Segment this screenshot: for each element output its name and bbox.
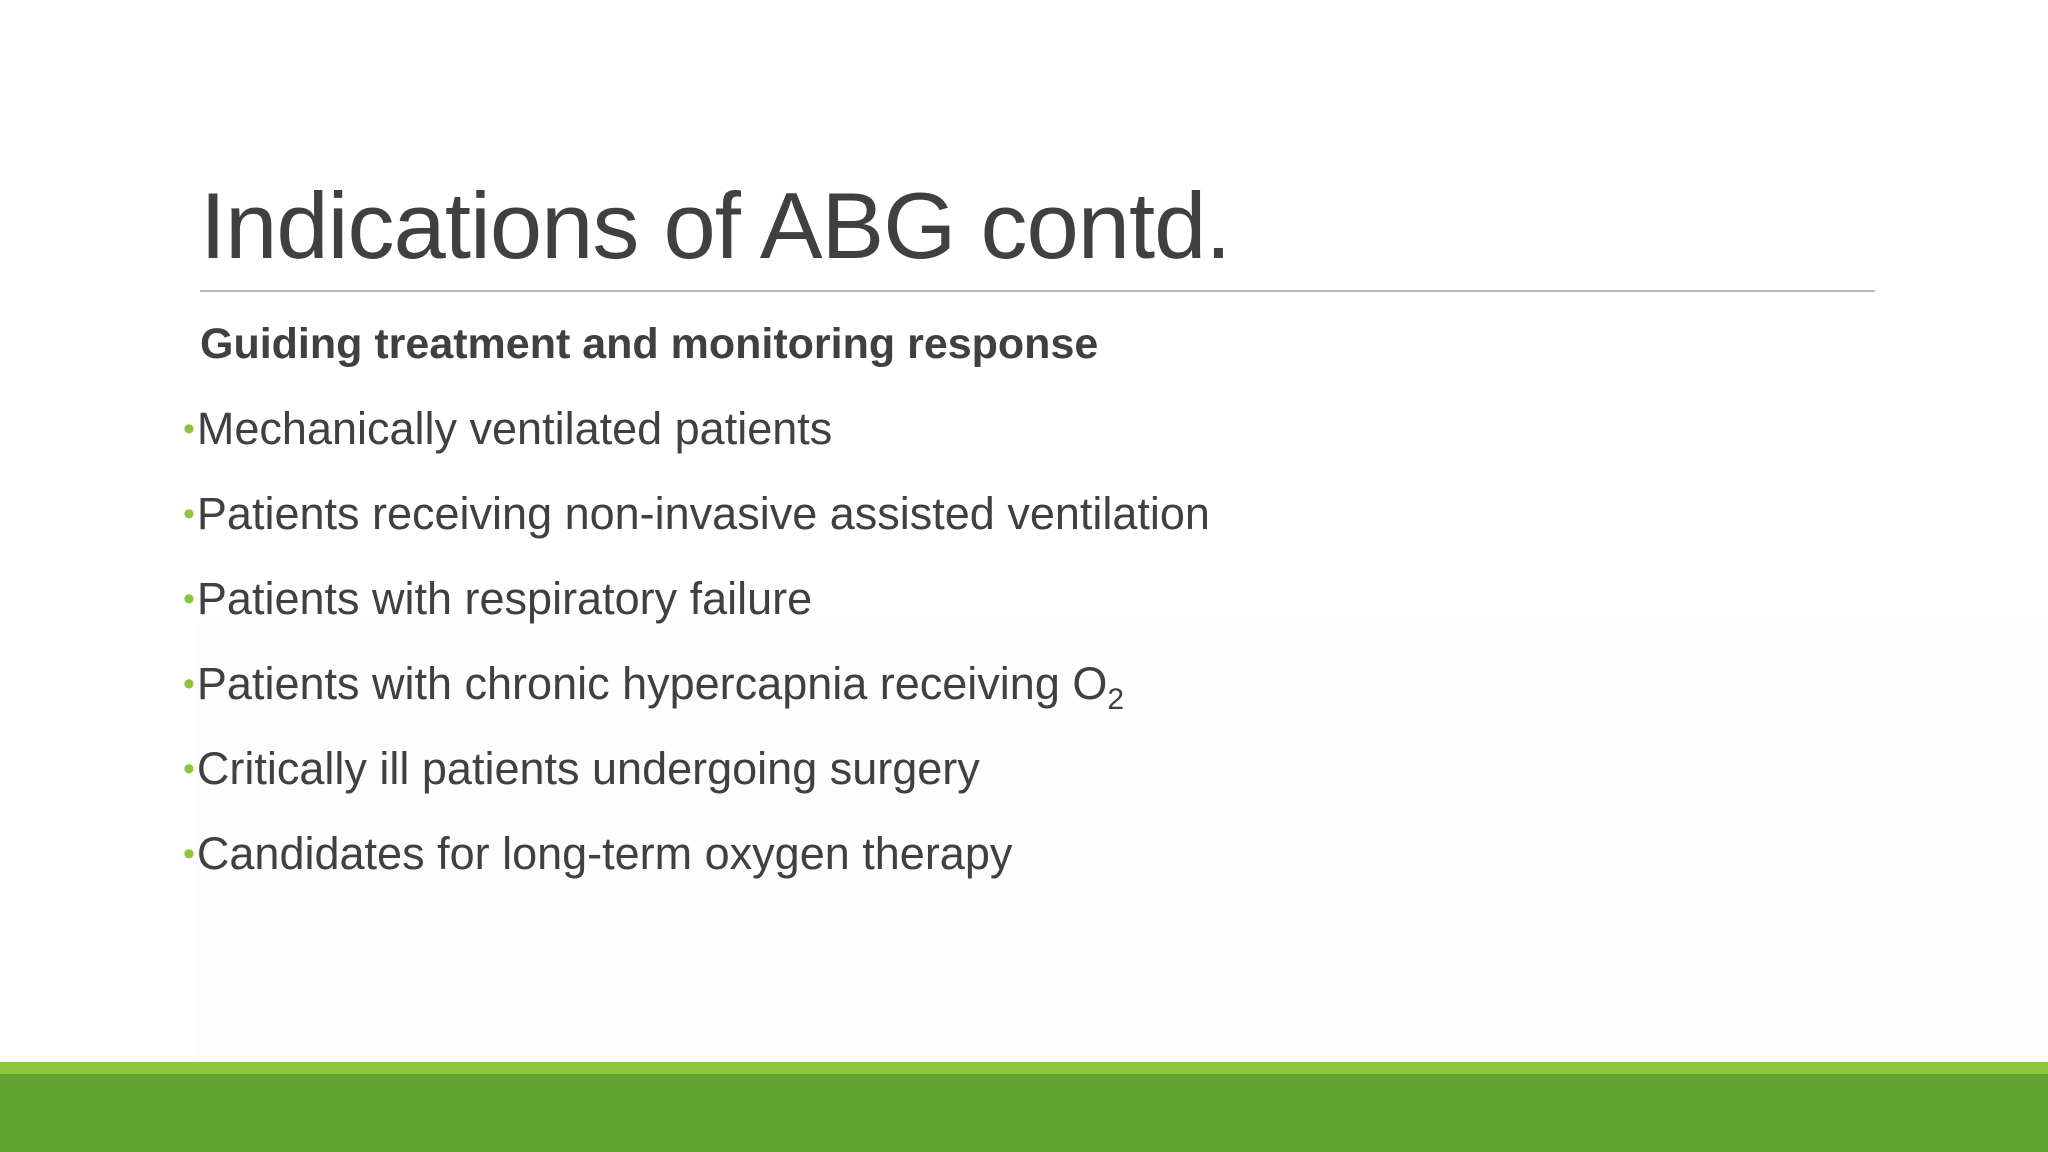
bullet-text: Candidates for long-term oxygen therapy (196, 828, 1013, 879)
slide-title: Indications of ABG contd. (200, 173, 1231, 278)
title-divider (200, 290, 1875, 292)
bullet-item (183, 741, 1210, 826)
footer-accent-stripe (0, 1062, 2048, 1074)
bullet-item (183, 486, 1210, 571)
bullet-text: Mechanically ventilated patients (196, 403, 833, 454)
bullet-item (183, 571, 1210, 656)
bullet-icon: • (183, 835, 195, 873)
bullet-text: Patients with respiratory failure (196, 573, 813, 624)
bullet-text: Patients with chronic hypercapnia receiving O (196, 658, 1108, 709)
bullet-icon: • (183, 665, 195, 703)
bullet-text: Patients receiving non-invasive assisted ventilation (196, 488, 1210, 539)
bullet-item (183, 656, 1210, 741)
subscript-2: 2 (1107, 683, 1125, 716)
bullet-icon: • (183, 495, 195, 533)
bullet-item (183, 401, 1210, 486)
bullet-icon: • (183, 410, 195, 448)
bullet-icon: • (183, 580, 195, 618)
section-subheading: Guiding treatment and monitoring response (200, 320, 1099, 368)
bullet-text: Critically ill patients undergoing surgery (196, 743, 980, 794)
footer-band (0, 1074, 2048, 1152)
bullet-item (183, 826, 1210, 911)
bullet-list (183, 401, 1210, 911)
bullet-icon: • (183, 750, 195, 788)
